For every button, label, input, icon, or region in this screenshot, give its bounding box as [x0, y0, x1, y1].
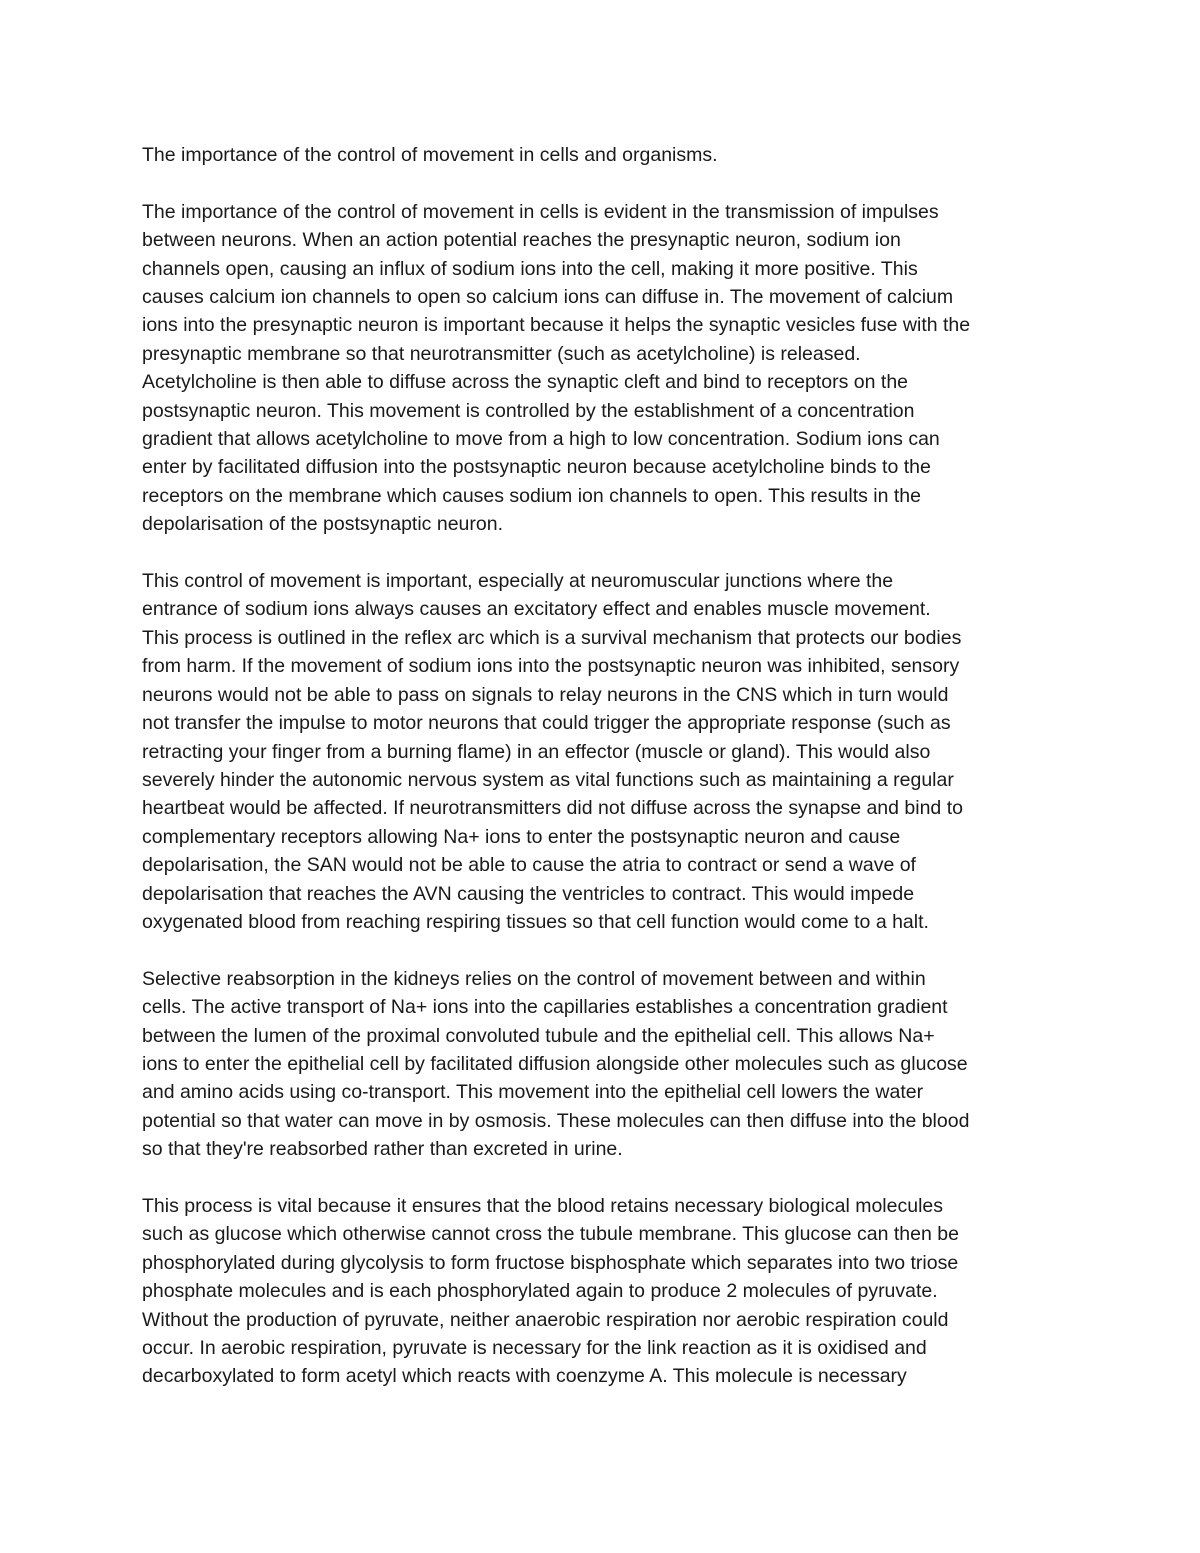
paragraph-neuromuscular-control: This control of movement is important, especially at neuromuscular junctions where the entrance of sodium ions always causes an excitatory effect and enables muscle movement. This process is outlined in the reflex arc which is a survival mechanism that protects our bodies from harm. If the movement of sodium ions into the postsynaptic neuron was inhibited, sensory neurons would not be able to pass on signals to relay neurons in the CNS which in turn would not transfer the impulse to motor neurons that could trigger the appropriate response (such as retracting your finger from a burning flame) in an effector (muscle or gland). This would also severely hinder the autonomic nervous system as vital functions such as maintaining a regular heartbeat would be affected. If neurotransmitters did not diffuse across the synapse and bind to complementary receptors allowing Na+ ions to enter the postsynaptic neuron and cause depolarisation, the SAN would not be able to cause the atria to contract or send a wave of depolarisation that reaches the AVN causing the ventricles to contract. This would impede oxygenated blood from reaching respiring tissues so that cell function would come to a halt. [142, 570, 963, 933]
document-title: The importance of the control of movement in cells and organisms. [142, 144, 718, 166]
document-body [142, 141, 1062, 1419]
paragraph-selective-reabsorption: Selective reabsorption in the kidneys relies on the control of movement between and within cells. The active transport of Na+ ions into the capillaries establishes a concentration gradient between the lumen of the proximal convoluted tubule and the epithelial cell. This allows Na+ ions to enter the epithelial cell by facilitated diffusion alongside other molecules such as glucose and amino acids using co-transport. This movement into the epithelial cell lowers the water potential so that water can move in by osmosis. These molecules can then diffuse into the blood so that they're reabsorbed rather than excreted in urine. [142, 967, 970, 1161]
paragraph-glucose-respiration: This process is vital because it ensures that the blood retains necessary biological molecules such as glucose which otherwise cannot cross the tubule membrane. This glucose can then be phosphorylated during glycolysis to form fructose bisphosphate which separates into two triose phosphate molecules and is each phosphorylated again to produce 2 molecules of pyruvate. Without the production of pyruvate, neither anaerobic respiration nor aerobic respiration could occur. In aerobic respiration, pyruvate is necessary for the link reaction as it is oxidised and decarboxylated to form acetyl which reacts with coenzyme A. This molecule is necessary [142, 1194, 959, 1388]
paragraph-neuron-transmission: The importance of the control of movement in cells is evident in the transmission of impulses between neurons. When an action potential reaches the presynaptic neuron, sodium ion channels open, causing an influx of sodium ions into the cell, making it more positive. This causes calcium ion channels to open so calcium ions can diffuse in. The movement of calcium ions into the presynaptic neuron is important because it helps the synaptic vesicles fuse with the presynaptic membrane so that neurotransmitter (such as acetylcholine) is released. Acetylcholine is then able to diffuse across the synaptic cleft and bind to receptors on the postsynaptic neuron. This movement is controlled by the establishment of a concentration gradient that allows acetylcholine to move from a high to low concentration. Sodium ions can enter by facilitated diffusion into the postsynaptic neuron because acetylcholine binds to the receptors on the membrane which causes sodium ion channels to open. This results in the depolarisation of the postsynaptic neuron. [142, 200, 971, 536]
